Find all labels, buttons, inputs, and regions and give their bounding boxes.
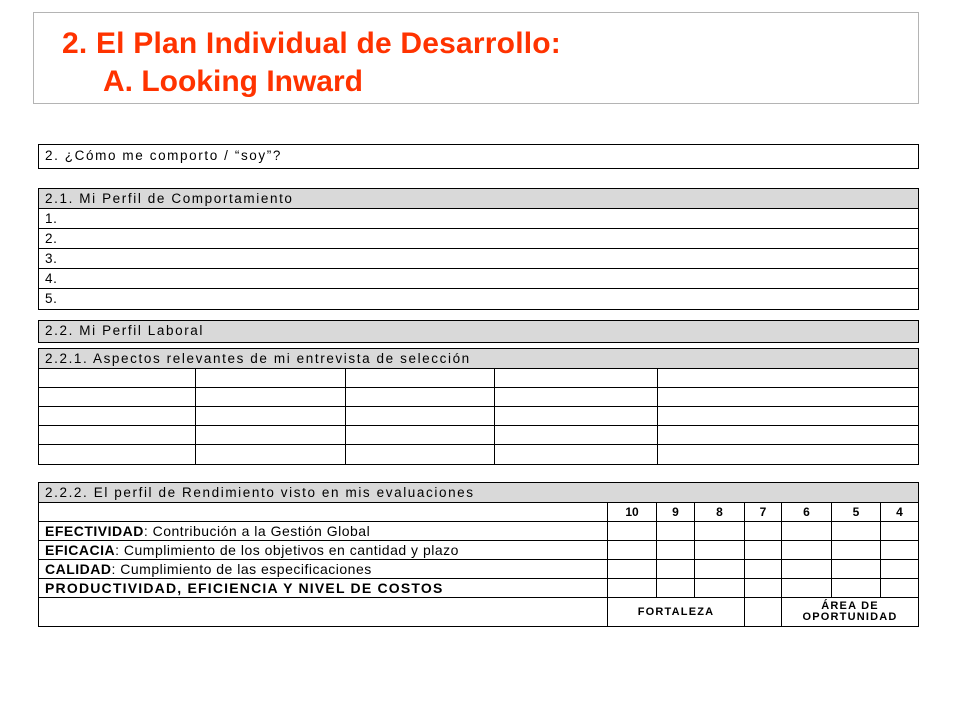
criterion-label (39, 579, 608, 597)
behavior-item-number: 2. (45, 231, 58, 246)
slide-title-line-2: A. Looking Inward (103, 65, 363, 98)
interview-cell[interactable] (196, 388, 346, 406)
behavior-profile-table (38, 188, 919, 310)
score-cell[interactable] (782, 522, 832, 540)
legend-gap (745, 598, 782, 626)
score-cell[interactable] (657, 560, 695, 578)
behavior-item-row[interactable] (39, 229, 918, 249)
score-cell[interactable] (695, 579, 745, 597)
criterion-name: PRODUCTIVIDAD, EFICIENCIA Y NIVEL DE COSTOS (45, 580, 444, 596)
interview-cell[interactable] (658, 388, 918, 406)
score-cell[interactable] (608, 560, 657, 578)
interview-row (39, 445, 918, 464)
score-cell[interactable] (745, 522, 782, 540)
criterion-row (39, 560, 918, 579)
section-2-box (38, 144, 919, 169)
score-cell[interactable] (695, 541, 745, 559)
score-cell[interactable] (657, 522, 695, 540)
work-profile-label: 2.2. Mi Perfil Laboral (45, 323, 205, 338)
interview-cell[interactable] (39, 407, 196, 425)
score-cell[interactable] (881, 560, 918, 578)
interview-row (39, 426, 918, 445)
score-cell[interactable] (832, 522, 881, 540)
score-10: 10 (608, 503, 657, 521)
section-2-label: 2. ¿Cómo me comporto / “soy”? (45, 148, 282, 163)
score-cell[interactable] (782, 560, 832, 578)
interview-aspects-label: 2.2.1. Aspectos relevantes de mi entrevista de selección (45, 351, 471, 366)
slide-title-line-1: 2. El Plan Individual de Desarrollo: (62, 27, 561, 60)
criterion-name: CALIDAD (45, 561, 112, 577)
criterion-row (39, 522, 918, 541)
criterion-label (39, 541, 608, 559)
score-8: 8 (695, 503, 745, 521)
score-cell[interactable] (608, 579, 657, 597)
interview-cell[interactable] (346, 426, 495, 444)
interview-cell[interactable] (658, 426, 918, 444)
strength-label: FORTALEZA (608, 598, 745, 626)
interview-cell[interactable] (196, 445, 346, 464)
behavior-profile-label: 2.1. Mi Perfil de Comportamiento (45, 191, 294, 206)
score-cell[interactable] (782, 579, 832, 597)
score-cell[interactable] (657, 541, 695, 559)
score-cell[interactable] (832, 579, 881, 597)
behavior-profile-header (39, 189, 918, 209)
interview-cell[interactable] (658, 369, 918, 387)
criterion-label (39, 522, 608, 540)
score-header-row (39, 503, 918, 522)
score-cell[interactable] (881, 541, 918, 559)
interview-cell[interactable] (39, 369, 196, 387)
score-6: 6 (782, 503, 832, 521)
score-cell[interactable] (832, 541, 881, 559)
performance-header (39, 483, 918, 503)
interview-cell[interactable] (39, 388, 196, 406)
section-2-row (39, 145, 918, 168)
interview-cell[interactable] (495, 426, 658, 444)
interview-cell[interactable] (346, 388, 495, 406)
score-cell[interactable] (782, 541, 832, 559)
score-9: 9 (657, 503, 695, 521)
score-cell[interactable] (832, 560, 881, 578)
interview-cell[interactable] (658, 445, 918, 464)
interview-cell[interactable] (346, 369, 495, 387)
work-profile-box (38, 320, 919, 343)
performance-table (38, 482, 919, 627)
score-cell[interactable] (881, 579, 918, 597)
title-box (33, 12, 919, 104)
score-4: 4 (896, 505, 903, 519)
score-header-spacer (39, 503, 608, 521)
interview-row (39, 388, 918, 407)
criterion-row (39, 541, 918, 560)
interview-cell[interactable] (495, 445, 658, 464)
behavior-item-row[interactable] (39, 209, 918, 229)
interview-cell[interactable] (39, 426, 196, 444)
score-cell[interactable] (745, 579, 782, 597)
interview-cell[interactable] (196, 369, 346, 387)
criterion-name: EFICACIA (45, 542, 116, 558)
behavior-item-row[interactable] (39, 269, 918, 289)
interview-cell[interactable] (495, 388, 658, 406)
work-profile-header (39, 321, 918, 342)
behavior-item-row[interactable] (39, 289, 918, 309)
score-cell[interactable] (745, 560, 782, 578)
behavior-item-number: 3. (45, 251, 58, 266)
opportunity-label-line-1: ÁREA DE (821, 600, 879, 612)
criterion-row (39, 579, 918, 598)
interview-row (39, 369, 918, 388)
opportunity-label (782, 598, 918, 626)
criterion-label (39, 560, 608, 578)
score-cell[interactable] (745, 541, 782, 559)
score-cell[interactable] (695, 560, 745, 578)
legend-spacer (39, 598, 608, 626)
legend-row (39, 598, 918, 626)
interview-cell[interactable] (196, 426, 346, 444)
criterion-name: EFECTIVIDAD (45, 523, 144, 539)
score-7: 7 (745, 503, 782, 521)
performance-label: 2.2.2. El perfil de Rendimiento visto en mis evaluaciones (45, 485, 475, 500)
criterion-description: : Cumplimiento de las especificaciones (111, 561, 372, 577)
score-cell[interactable] (657, 579, 695, 597)
interview-row (39, 407, 918, 426)
score-cell[interactable] (608, 522, 657, 540)
behavior-item-number: 1. (45, 211, 58, 226)
behavior-item-number: 4. (45, 271, 58, 286)
score-cell[interactable] (608, 541, 657, 559)
criterion-description: : Cumplimiento de los objetivos en cantidad y plazo (115, 542, 459, 558)
interview-cell[interactable] (495, 369, 658, 387)
criterion-description: : Contribución a la Gestión Global (143, 523, 371, 539)
score-cell[interactable] (881, 522, 918, 540)
interview-cell[interactable] (196, 407, 346, 425)
score-cell[interactable] (695, 522, 745, 540)
interview-cell[interactable] (346, 445, 495, 464)
behavior-item-number: 5. (45, 291, 58, 306)
interview-cell[interactable] (658, 407, 918, 425)
opportunity-label-line-2: OPORTUNIDAD (802, 611, 898, 623)
interview-aspects-header (39, 349, 918, 369)
interview-cell[interactable] (39, 445, 196, 464)
interview-aspects-table (38, 348, 919, 465)
interview-cell[interactable] (346, 407, 495, 425)
behavior-item-row[interactable] (39, 249, 918, 269)
interview-cell[interactable] (495, 407, 658, 425)
score-5: 5 (832, 503, 881, 521)
